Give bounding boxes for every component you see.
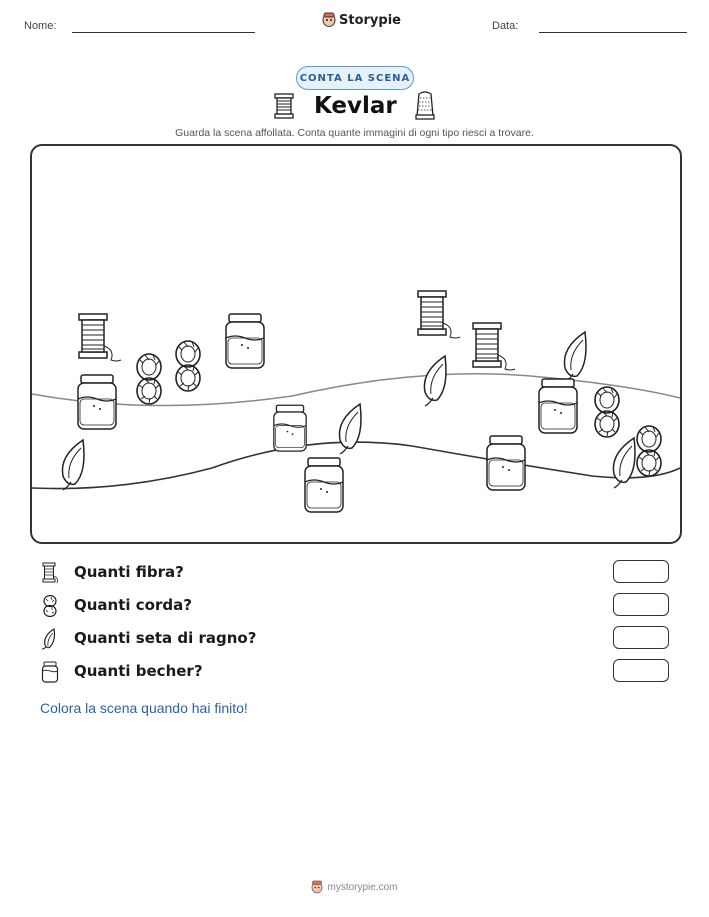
section-badge: CONTA LA SCENA xyxy=(296,66,414,90)
answer-box-seta-di-ragno[interactable] xyxy=(613,626,669,649)
spider-silk-item xyxy=(613,438,635,488)
spider-silk-item xyxy=(339,404,361,454)
coloring-instruction: Colora la scena quando hai finito! xyxy=(40,700,248,716)
rope-item xyxy=(137,354,161,404)
spider-silk-item xyxy=(424,356,446,406)
spool-icon xyxy=(40,562,60,584)
beaker-item xyxy=(305,458,343,512)
spider-silk-item xyxy=(564,332,586,382)
beaker-item xyxy=(487,436,525,490)
rope-icon xyxy=(40,595,60,617)
question-list xyxy=(40,560,680,692)
storypie-mascot-icon xyxy=(311,880,323,894)
beaker-item xyxy=(226,314,264,368)
spool-item xyxy=(79,314,121,361)
question-text: Quanti corda? xyxy=(74,596,192,614)
beaker-item xyxy=(274,405,306,451)
name-label: Nome: xyxy=(24,20,57,32)
rope-item xyxy=(637,426,661,476)
spool-item xyxy=(473,323,515,370)
rope-item xyxy=(176,341,200,391)
scene-illustration xyxy=(32,146,680,542)
beaker-item xyxy=(539,379,577,433)
answer-box-becher[interactable] xyxy=(613,659,669,682)
thimble-icon xyxy=(414,90,436,120)
question-row xyxy=(40,626,680,659)
question-text: Quanti becher? xyxy=(74,662,203,680)
question-row xyxy=(40,560,680,593)
beaker-icon xyxy=(40,661,60,683)
instructions: Guarda la scena affollata. Conta quante immagini di ogni tipo riesci a trovare. xyxy=(175,127,534,139)
storypie-mascot-icon xyxy=(322,12,336,28)
spool-icon xyxy=(273,92,295,120)
rope-item xyxy=(595,387,619,437)
brand-name: Storypie xyxy=(339,12,401,28)
spider-silk-item xyxy=(62,440,84,490)
answer-box-fibra[interactable] xyxy=(613,560,669,583)
counting-scene[interactable] xyxy=(30,144,682,544)
footer-url[interactable]: mystorypie.com xyxy=(327,881,398,893)
date-label: Data: xyxy=(492,20,519,32)
question-row xyxy=(40,593,680,626)
question-text: Quanti seta di ragno? xyxy=(74,629,257,647)
brand-logo xyxy=(322,12,401,28)
question-row xyxy=(40,659,680,692)
page-title: Kevlar xyxy=(314,93,397,119)
beaker-item xyxy=(78,375,116,429)
footer xyxy=(0,880,709,894)
date-line[interactable] xyxy=(539,32,687,33)
question-text: Quanti fibra? xyxy=(74,563,184,581)
name-line[interactable] xyxy=(72,32,255,33)
spider-silk-icon xyxy=(40,628,60,650)
spool-item xyxy=(418,291,460,338)
answer-box-corda[interactable] xyxy=(613,593,669,616)
